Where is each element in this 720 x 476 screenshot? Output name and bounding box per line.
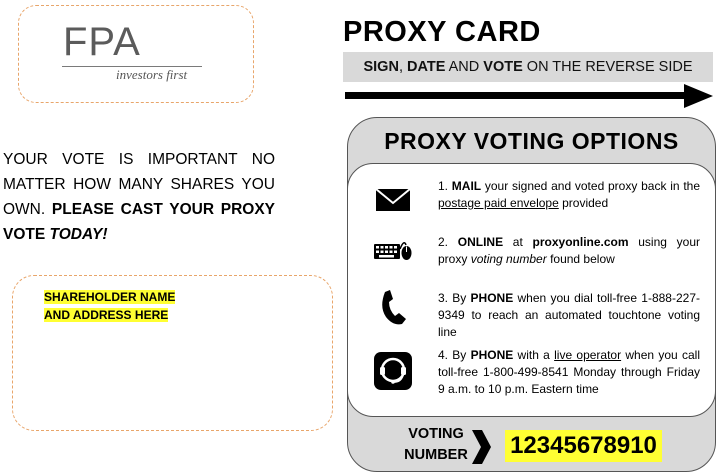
address-line-1: SHAREHOLDER NAME	[44, 290, 176, 304]
instr-vote: VOTE	[483, 59, 523, 75]
message-plain: YOUR VOTE IS IMPORTANT NO MATTER HOW MANY SHARES YOU OWN.	[3, 151, 275, 218]
instr-sign: SIGN	[363, 59, 399, 75]
message-today: TODAY!	[49, 226, 108, 243]
phone-icon	[373, 287, 413, 327]
option-live-operator: 4. By PHONE with a live operator when you call toll-free 1-800-499-8541 Monday through Friday 9 a.m. to 10 p.m. Eastern time	[438, 348, 700, 396]
instruction-bar: SIGN, DATE AND VOTE ON THE REVERSE SIDE	[343, 52, 713, 82]
option-mail: 1. MAIL your signed and voted proxy back in the postage paid envelope provided	[438, 179, 701, 210]
arrow-shaft	[345, 92, 685, 99]
headset-icon	[373, 351, 413, 391]
envelope-icon	[373, 179, 413, 219]
fpa-logo: FPA	[63, 20, 141, 64]
logo-tagline: investors first	[116, 67, 188, 82]
voting-options-title: PROXY VOTING OPTIONS	[384, 128, 679, 154]
option-phone: 3. By PHONE when you dial toll-free 1-888-227-9349 to reach an automated touchtone voting line	[438, 291, 700, 339]
voting-number-value: 12345678910	[505, 430, 662, 462]
message-bold: PLEASE CAST YOUR PROXY VOTE	[3, 201, 275, 243]
proxy-card-title: PROXY CARD	[343, 16, 541, 48]
instr-date: DATE	[407, 59, 446, 75]
option-online: 2. ONLINE at proxyonline.com using your proxy voting number found below	[438, 235, 701, 266]
shareholder-address-label	[44, 288, 184, 324]
arrow-right-icon	[684, 84, 713, 108]
voting-number-label: VOTING NUMBER	[404, 426, 468, 463]
address-line-2: AND ADDRESS HERE	[44, 308, 169, 322]
chevron-right-icon	[470, 428, 492, 466]
keyboard-mouse-icon	[373, 231, 413, 271]
vote-importance-message	[3, 147, 275, 247]
